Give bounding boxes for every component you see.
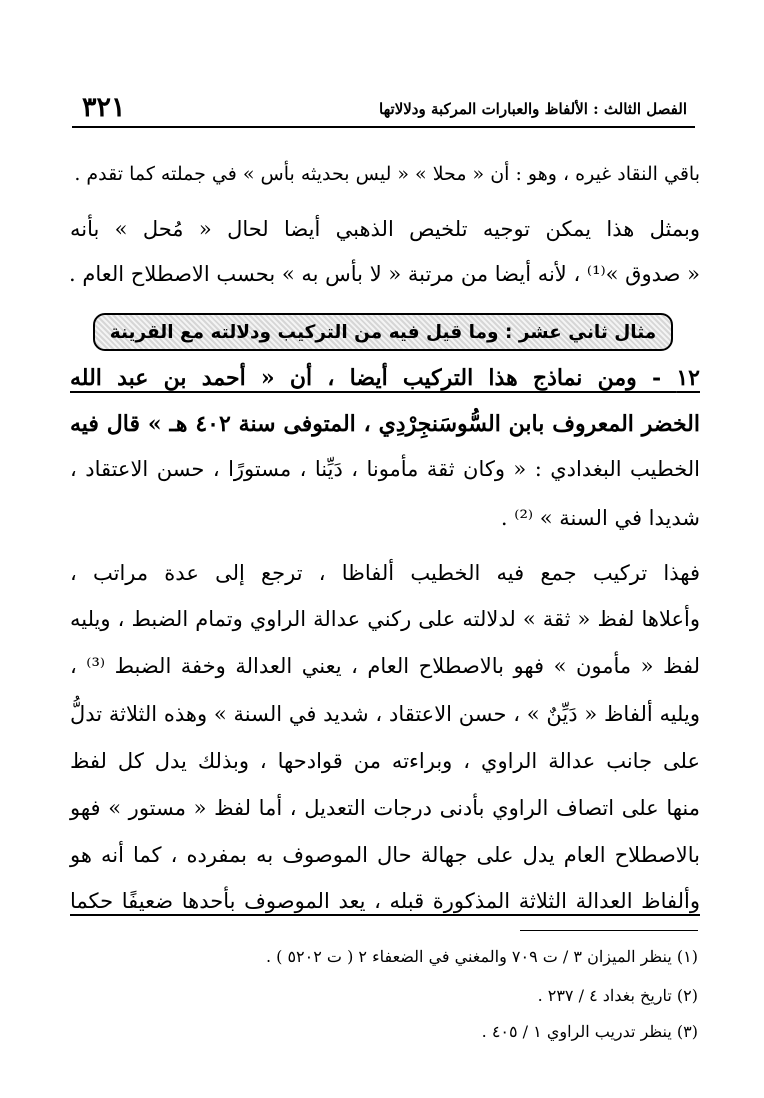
footnote: (١) ينظر الميزان ٣ / ت ٧٠٩ والمغني في الضعفاء ٢ ( ت ٥٢٠٢ ) . [265,947,698,966]
footnote-separator [520,930,698,931]
section-heading: مثال ثاني عشر : وما قيل فيه من التركيب ودلالته مع القرينة [109,321,657,343]
text-line: الخطيب البغدادي : « وكان ثقة مأمونا ، دَيِّنا ، مستورًا ، حسن الاعتقاد ، [70,457,700,481]
text-line: ١٢ - ومن نماذج هذا التركيب أيضا ، أن « أحمد بن عبد الله [70,365,700,391]
section-heading-box [93,313,673,351]
text-line: بالاصطلاح العام يدل على جهالة حال الموصوف به بمفرده ، كما أنه هو [70,843,700,867]
footnote: (٢) تاريخ بغداد ٤ / ٢٣٧ . [537,986,698,1005]
text-line: فهذا تركيب جمع فيه الخطيب ألفاظا ، ترجع إلى عدة مراتب ، [70,561,700,585]
text-line: الخضر المعروف بابن السُّوسَنجِرْدِي ، المتوفى سنة ٤٠٢ هـ » قال فيه [70,411,700,437]
text-line: ويليه ألفاظ « دَيِّنٌ » ، حسن الاعتقاد ، شديد في السنة » وهذه الثلاثة تدلُّ [70,702,700,726]
text-line: « صدوق »⁽¹⁾ ، لأنه أيضا من مرتبة « لا بأس به » بحسب الاصطلاح العام . [69,262,700,286]
text-line: شديدا في السنة » ⁽²⁾ . [500,506,700,530]
text-line: لفظ « مأمون » فهو بالاصطلاح العام ، يعني العدالة وخفة الضبط ⁽³⁾ ، [70,654,700,678]
text-line: على جانب عدالة الراوي ، وبراءته من قوادحها ، وبذلك يدل كل لفظ [70,749,700,773]
text-line: وأعلاها لفظ « ثقة » لدلالته على ركني عدالة الراوي وتمام الضبط ، ويليه [70,607,700,631]
text-line: وألفاظ العدالة الثلاثة المذكورة قبله ، يعد الموصوف بأحدها ضعيفًا حكما [70,889,700,913]
page-header [72,90,695,128]
running-title: الفصل الثالث : الألفاظ والعبارات المركبة ودلالاتها [379,100,687,118]
text-line: وبمثل هذا يمكن توجيه تلخيص الذهبي أيضا لحال « مُحل » بأنه [70,217,700,241]
footnote: (٣) ينظر تدريب الراوي ١ / ٤٠٥ . [481,1022,698,1041]
page-number: ٣٢١ [82,92,126,123]
text-line: منها على اتصاف الراوي بأدنى درجات التعديل ، أما لفظ « مستور » فهو [70,796,700,820]
text-line: باقي النقاد غيره ، وهو : أن « محلا » « ليس بحديثه بأس » في جملته كما تقدم . [74,163,700,185]
